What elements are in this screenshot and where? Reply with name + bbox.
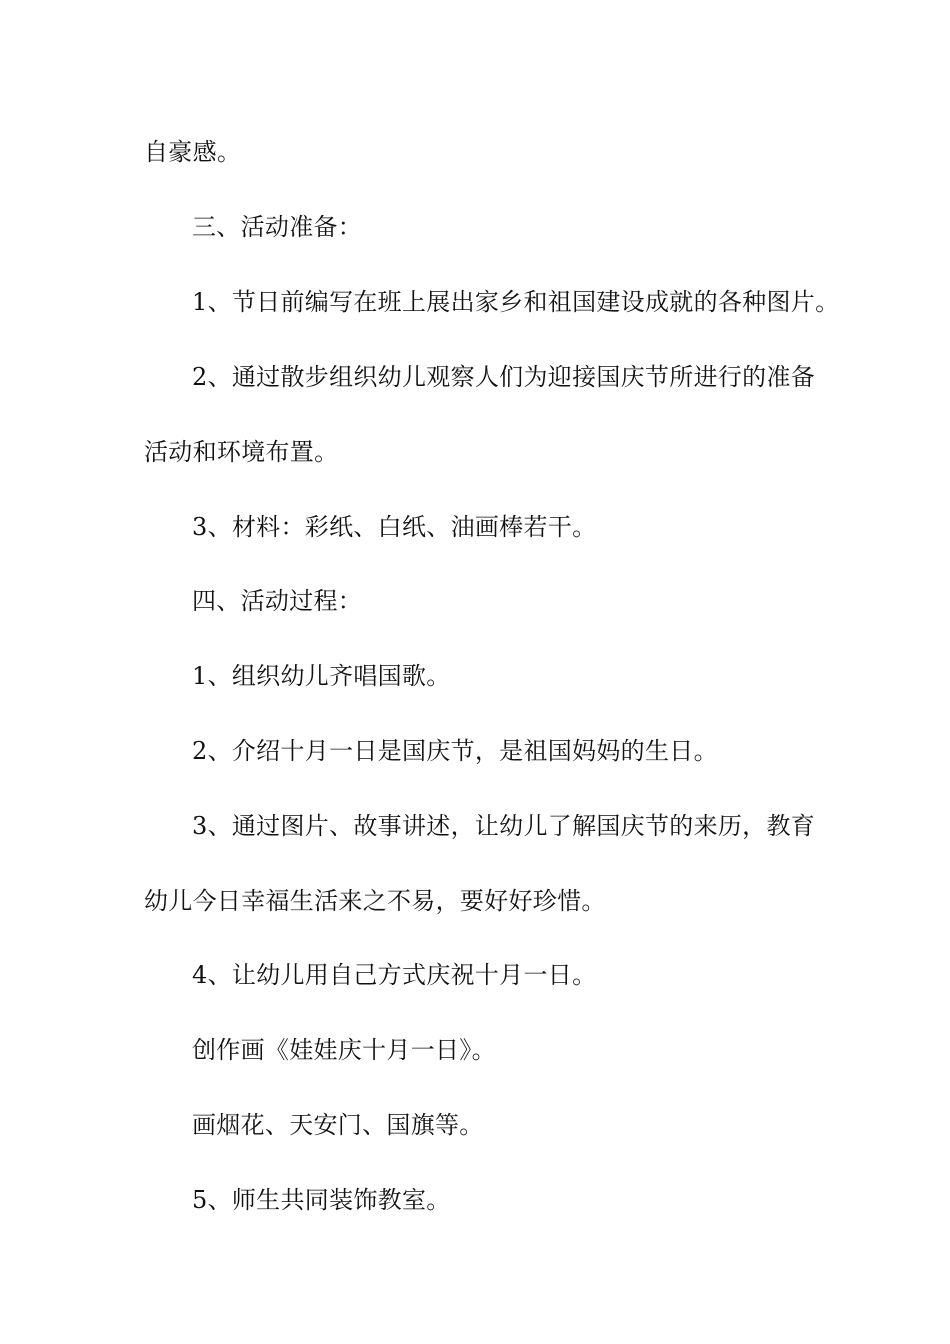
text-line: 自豪感。	[144, 138, 242, 166]
list-item: 5、师生共同装饰教室。	[192, 1186, 451, 1214]
text-line: 活动和环境布置。	[144, 438, 339, 466]
section-heading: 三、活动准备：	[192, 213, 363, 241]
section-heading: 四、活动过程：	[192, 587, 363, 615]
list-item: 1、组织幼儿齐唱国歌。	[192, 662, 451, 690]
list-item: 3、材料：彩纸、白纸、油画棒若干。	[192, 513, 597, 541]
list-item: 2、通过散步组织幼儿观察人们为迎接国庆节所进行的准备	[192, 363, 816, 391]
text-line: 画烟花、天安门、国旗等。	[192, 1111, 484, 1139]
list-item: 3、通过图片、故事讲述，让幼儿了解国庆节的来历，教育	[192, 812, 816, 840]
list-item: 1、节日前编写在班上展出家乡和祖国建设成就的各种图片。	[192, 288, 840, 316]
list-item: 4、让幼儿用自己方式庆祝十月一日。	[192, 961, 597, 989]
text-line: 幼儿今日幸福生活来之不易，要好好珍惜。	[144, 887, 606, 915]
list-item: 2、介绍十月一日是国庆节，是祖国妈妈的生日。	[192, 737, 718, 765]
text-line: 创作画《娃娃庆十月一日》。	[192, 1036, 496, 1064]
